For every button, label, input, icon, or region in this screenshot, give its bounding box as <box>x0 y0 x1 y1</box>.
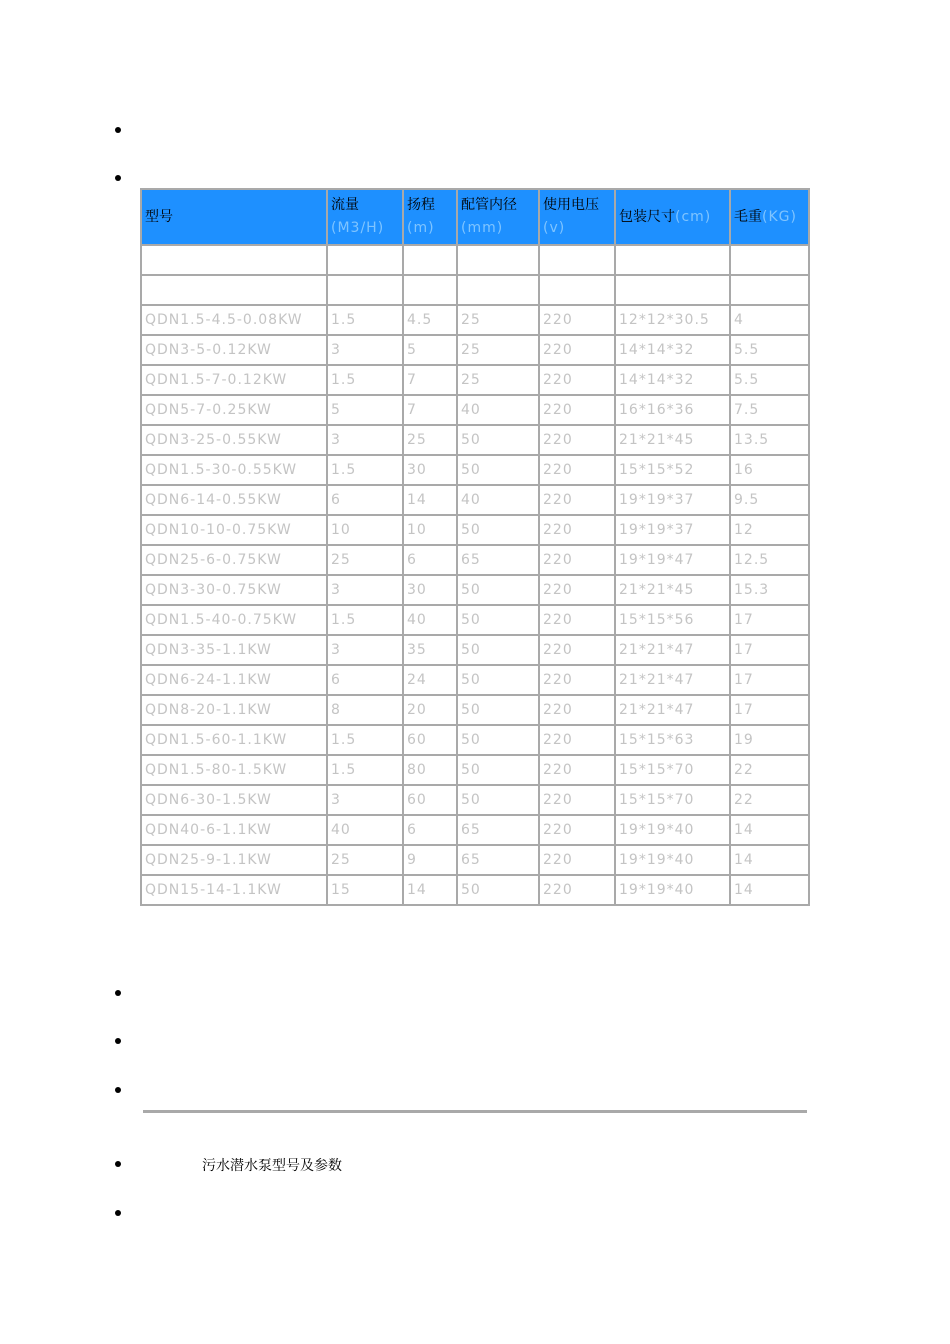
table-cell: 14*14*32 <box>616 336 729 364</box>
table-cell: 16 <box>731 456 808 484</box>
table-cell: 14 <box>731 846 808 874</box>
table-cell <box>731 246 808 274</box>
table-cell: 10 <box>328 516 402 544</box>
table-cell: 17 <box>731 636 808 664</box>
table-cell: 220 <box>540 816 614 844</box>
header-cell <box>328 190 402 244</box>
table-cell: 7 <box>404 396 456 424</box>
table-row <box>142 426 808 454</box>
table-cell: QDN3-5-0.12KW <box>142 336 326 364</box>
table-cell: 220 <box>540 666 614 694</box>
table-row <box>142 516 808 544</box>
header-label: 型号 <box>145 208 173 225</box>
table-cell: 14 <box>731 816 808 844</box>
table-cell: QDN3-35-1.1KW <box>142 636 326 664</box>
table-cell: 6 <box>328 486 402 514</box>
table-row <box>142 276 808 304</box>
table-row <box>142 696 808 724</box>
table-cell: 50 <box>458 786 538 814</box>
table-cell: QDN1.5-80-1.5KW <box>142 756 326 784</box>
table-cell: QDN6-14-0.55KW <box>142 486 326 514</box>
table-cell: QDN15-14-1.1KW <box>142 876 326 904</box>
table-cell: 50 <box>458 636 538 664</box>
header-cell <box>731 190 808 244</box>
table-cell: 25 <box>328 546 402 574</box>
table-cell: 40 <box>458 486 538 514</box>
table-cell: 21*21*47 <box>616 636 729 664</box>
table-cell: 65 <box>458 846 538 874</box>
header-unit: (m) <box>407 220 435 236</box>
table-cell: 220 <box>540 546 614 574</box>
table-cell: 17 <box>731 606 808 634</box>
table-cell: QDN3-25-0.55KW <box>142 426 326 454</box>
table-cell: QDN6-30-1.5KW <box>142 786 326 814</box>
table-cell: 50 <box>458 756 538 784</box>
table-cell: 25 <box>458 336 538 364</box>
table-cell: 6 <box>404 816 456 844</box>
table-cell: 220 <box>540 846 614 874</box>
table-cell: QDN1.5-30-0.55KW <box>142 456 326 484</box>
table-row <box>142 816 808 844</box>
list-bullet <box>115 1038 121 1044</box>
horizontal-rule <box>143 1110 807 1113</box>
table-cell: 14 <box>404 876 456 904</box>
table-cell: 220 <box>540 636 614 664</box>
table-cell: 30 <box>404 456 456 484</box>
table-cell: 21*21*45 <box>616 426 729 454</box>
table-row <box>142 756 808 784</box>
header-cell <box>458 190 538 244</box>
table-cell: 15*15*63 <box>616 726 729 754</box>
header-unit: (mm) <box>461 220 504 236</box>
table-cell: 220 <box>540 696 614 724</box>
table-cell: 220 <box>540 456 614 484</box>
table-row <box>142 306 808 334</box>
header-cell <box>540 190 614 244</box>
header-label: 配管内径 <box>461 197 517 213</box>
table-row <box>142 786 808 814</box>
table-cell: 3 <box>328 576 402 604</box>
header-unit: (cm) <box>675 208 712 225</box>
table-cell: 8 <box>328 696 402 724</box>
table-cell: 20 <box>404 696 456 724</box>
pump-spec-table-body <box>142 190 808 904</box>
table-cell: 50 <box>458 576 538 604</box>
table-cell: 1.5 <box>328 456 402 484</box>
table-cell: 3 <box>328 426 402 454</box>
table-cell: 50 <box>458 456 538 484</box>
table-cell: 10 <box>404 516 456 544</box>
header-cell <box>142 190 326 244</box>
table-cell: QDN1.5-7-0.12KW <box>142 366 326 394</box>
table-row <box>142 846 808 874</box>
table-cell: 220 <box>540 336 614 364</box>
table-cell: 7.5 <box>731 396 808 424</box>
table-cell: 25 <box>458 306 538 334</box>
table-cell: 3 <box>328 786 402 814</box>
table-cell: 60 <box>404 786 456 814</box>
table-cell: 50 <box>458 426 538 454</box>
table-cell: 65 <box>458 546 538 574</box>
table-cell: 15*15*52 <box>616 456 729 484</box>
list-bullet <box>115 1087 121 1093</box>
table-cell: 25 <box>458 366 538 394</box>
table-cell: 220 <box>540 366 614 394</box>
table-cell: 24 <box>404 666 456 694</box>
header-label: 包装尺寸 <box>619 208 675 225</box>
table-cell: 50 <box>458 516 538 544</box>
table-cell: 220 <box>540 876 614 904</box>
table-cell: 1.5 <box>328 756 402 784</box>
table-cell: 25 <box>328 846 402 874</box>
table-cell: 5 <box>328 396 402 424</box>
table-cell: 19 <box>731 726 808 754</box>
table-cell: 21*21*47 <box>616 696 729 724</box>
table-cell: QDN6-24-1.1KW <box>142 666 326 694</box>
table-cell: 15 <box>328 876 402 904</box>
table-cell: 14 <box>404 486 456 514</box>
table-row <box>142 366 808 394</box>
header-label: 扬程 <box>407 197 435 213</box>
table-cell: QDN25-9-1.1KW <box>142 846 326 874</box>
table-cell: 19*19*37 <box>616 516 729 544</box>
table-cell: 15*15*70 <box>616 786 729 814</box>
header-unit: (KG) <box>762 208 797 225</box>
table-cell: 35 <box>404 636 456 664</box>
list-bullet <box>115 175 121 181</box>
table-row <box>142 246 808 274</box>
table-cell: 220 <box>540 516 614 544</box>
table-cell: 1.5 <box>328 306 402 334</box>
table-row <box>142 876 808 904</box>
table-cell: 4.5 <box>404 306 456 334</box>
table-cell: 19*19*47 <box>616 546 729 574</box>
table-cell <box>328 276 402 304</box>
table-cell <box>458 276 538 304</box>
table-cell: 19*19*40 <box>616 846 729 874</box>
table-cell: 21*21*47 <box>616 666 729 694</box>
table-cell: 22 <box>731 756 808 784</box>
table-cell: 17 <box>731 696 808 724</box>
table-cell: 13.5 <box>731 426 808 454</box>
table-cell: 40 <box>458 396 538 424</box>
table-cell: 6 <box>328 666 402 694</box>
table-cell: QDN10-10-0.75KW <box>142 516 326 544</box>
table-cell: 16*16*36 <box>616 396 729 424</box>
table-cell: 30 <box>404 576 456 604</box>
table-cell: 5 <box>404 336 456 364</box>
table-cell: 1.5 <box>328 606 402 634</box>
table-cell: QDN25-6-0.75KW <box>142 546 326 574</box>
table-cell: 50 <box>458 696 538 724</box>
table-cell: QDN5-7-0.25KW <box>142 396 326 424</box>
table-cell: 4 <box>731 306 808 334</box>
table-cell: 220 <box>540 756 614 784</box>
table-cell: 50 <box>458 606 538 634</box>
table-cell: QDN3-30-0.75KW <box>142 576 326 604</box>
table-cell: 3 <box>328 336 402 364</box>
table-cell: 9 <box>404 846 456 874</box>
header-label: 毛重 <box>734 208 762 225</box>
table-row <box>142 456 808 484</box>
table-cell <box>328 246 402 274</box>
table-cell: 3 <box>328 636 402 664</box>
table-row <box>142 636 808 664</box>
table-cell: 19*19*40 <box>616 876 729 904</box>
table-cell: QDN40-6-1.1KW <box>142 816 326 844</box>
table-cell: 25 <box>404 426 456 454</box>
header-cell <box>616 190 729 244</box>
table-cell: 19*19*37 <box>616 486 729 514</box>
table-cell: 60 <box>404 726 456 754</box>
table-cell: 15*15*56 <box>616 606 729 634</box>
table-cell: 80 <box>404 756 456 784</box>
table-cell <box>404 276 456 304</box>
table-cell: 220 <box>540 486 614 514</box>
caption-text: 污水潜水泵型号及参数 <box>202 1158 342 1174</box>
header-unit: (M3/H) <box>331 220 385 236</box>
table-cell: 220 <box>540 426 614 454</box>
table-cell: 220 <box>540 726 614 754</box>
table-cell: 19*19*40 <box>616 816 729 844</box>
table-cell: 21*21*45 <box>616 576 729 604</box>
table-cell: 7 <box>404 366 456 394</box>
table-cell: 22 <box>731 786 808 814</box>
list-bullet <box>115 127 121 133</box>
table-header-row <box>142 190 808 244</box>
table-cell: 17 <box>731 666 808 694</box>
table-cell: 50 <box>458 726 538 754</box>
table-cell: 1.5 <box>328 366 402 394</box>
table-cell: QDN1.5-40-0.75KW <box>142 606 326 634</box>
table-cell: 14 <box>731 876 808 904</box>
list-bullet <box>115 1161 121 1167</box>
table-cell: 220 <box>540 396 614 424</box>
list-bullet <box>115 990 121 996</box>
table-row <box>142 486 808 514</box>
table-cell: QDN8-20-1.1KW <box>142 696 326 724</box>
table-cell: QDN1.5-60-1.1KW <box>142 726 326 754</box>
table-cell: 9.5 <box>731 486 808 514</box>
table-cell: 50 <box>458 876 538 904</box>
table-cell <box>142 276 326 304</box>
header-unit: (v) <box>543 220 566 236</box>
table-cell <box>458 246 538 274</box>
table-cell: 40 <box>328 816 402 844</box>
table-cell <box>404 246 456 274</box>
table-row <box>142 396 808 424</box>
table-cell <box>616 276 729 304</box>
table-cell: 6 <box>404 546 456 574</box>
table-cell <box>731 276 808 304</box>
table-row <box>142 606 808 634</box>
table-cell: 1.5 <box>328 726 402 754</box>
table-cell: 12*12*30.5 <box>616 306 729 334</box>
table-cell: 15.3 <box>731 576 808 604</box>
table-cell: 15*15*70 <box>616 756 729 784</box>
table-cell <box>616 246 729 274</box>
table-row <box>142 546 808 574</box>
table-cell: 220 <box>540 606 614 634</box>
header-cell <box>404 190 456 244</box>
header-label: 流量 <box>331 197 359 213</box>
table-cell: 12 <box>731 516 808 544</box>
list-bullet <box>115 1210 121 1216</box>
table-cell: 220 <box>540 306 614 334</box>
table-cell: 50 <box>458 666 538 694</box>
table-cell <box>540 246 614 274</box>
table-cell: 220 <box>540 786 614 814</box>
table-row <box>142 666 808 694</box>
table-cell: 5.5 <box>731 366 808 394</box>
table-cell: 5.5 <box>731 336 808 364</box>
table-cell: QDN1.5-4.5-0.08KW <box>142 306 326 334</box>
header-label: 使用电压 <box>543 197 599 213</box>
table-row <box>142 576 808 604</box>
table-row <box>142 726 808 754</box>
table-cell: 12.5 <box>731 546 808 574</box>
table-cell: 14*14*32 <box>616 366 729 394</box>
table-cell <box>540 276 614 304</box>
table-cell: 220 <box>540 576 614 604</box>
table-row <box>142 336 808 364</box>
table-cell: 40 <box>404 606 456 634</box>
table-cell: 65 <box>458 816 538 844</box>
table-cell <box>142 246 326 274</box>
pump-spec-table <box>140 188 810 906</box>
